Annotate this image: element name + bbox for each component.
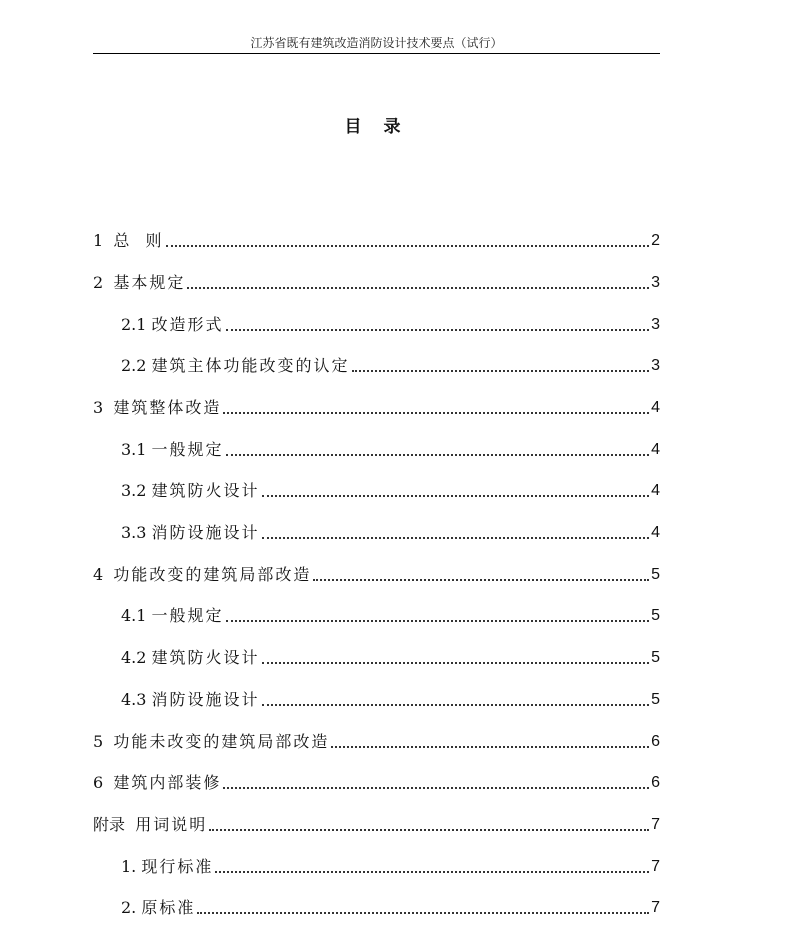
toc-entry-label: 建筑防火设计 — [151, 648, 260, 667]
toc-entry-label: 建筑内部装修 — [113, 773, 222, 792]
toc-entry-number: 3.1 — [121, 440, 152, 459]
dot-leader — [209, 829, 649, 831]
dot-leader — [262, 662, 650, 664]
dot-leader — [223, 412, 649, 414]
dot-leader — [262, 537, 650, 539]
toc-entry-page: 6 — [651, 733, 660, 750]
toc-entry-number: 2 — [93, 273, 114, 292]
toc-entry-page: 2 — [651, 232, 660, 249]
toc-entry-number: 1. — [121, 857, 142, 876]
toc-entry-appendix[interactable] — [93, 813, 660, 837]
toc-entry-label: 功能未改变的建筑局部改造 — [113, 732, 330, 751]
toc-entry-page: 3 — [651, 316, 660, 333]
toc-entry-3[interactable] — [93, 396, 660, 420]
dot-leader — [166, 245, 650, 247]
toc-entry-2-2[interactable] — [121, 354, 660, 378]
toc-entry-4-2[interactable] — [121, 646, 660, 670]
toc-entry-number: 3.3 — [121, 523, 152, 542]
toc-entry-label: 功能改变的建筑局部改造 — [113, 565, 312, 584]
toc-entry-page: 5 — [651, 649, 660, 666]
toc-entry-label: 建筑防火设计 — [151, 481, 260, 500]
toc-entry-page: 4 — [651, 441, 660, 458]
toc-entry-page: 3 — [651, 274, 660, 291]
toc-entry-4-3[interactable] — [121, 688, 660, 712]
toc-entry-page: 4 — [651, 524, 660, 541]
toc-entry-4-1[interactable] — [121, 604, 660, 628]
toc-entry-number: 附录 — [93, 815, 136, 834]
toc-entry-2[interactable] — [93, 271, 660, 295]
dot-leader — [226, 620, 650, 622]
toc-entry-3-1[interactable] — [121, 438, 660, 462]
toc-entry-1[interactable] — [93, 229, 660, 253]
toc-entry-appendix-1[interactable] — [121, 855, 660, 879]
toc-entry-number: 2.2 — [121, 356, 152, 375]
toc-entry-page: 5 — [651, 691, 660, 708]
toc-entry-number: 4.1 — [121, 606, 152, 625]
toc-entry-page: 7 — [651, 816, 660, 833]
toc-entry-label: 消防设施设计 — [151, 523, 260, 542]
toc-entry-number: 2. — [121, 898, 142, 917]
toc-entry-number: 2.1 — [121, 315, 152, 334]
toc-entry-label: 建筑整体改造 — [113, 398, 222, 417]
toc-entry-number: 3 — [93, 398, 114, 417]
toc-entry-page: 5 — [651, 607, 660, 624]
dot-leader — [187, 287, 649, 289]
toc-entry-page: 5 — [651, 566, 660, 583]
dot-leader — [331, 746, 649, 748]
toc-entry-3-3[interactable] — [121, 521, 660, 545]
toc-entry-label: 一般规定 — [151, 440, 224, 459]
page-title: 目 录 — [344, 117, 409, 137]
toc-entry-label: 改造形式 — [151, 315, 224, 334]
dot-leader — [262, 495, 650, 497]
toc-entry-number: 3.2 — [121, 481, 152, 500]
toc-entry-3-2[interactable] — [121, 479, 660, 503]
dot-leader — [352, 370, 650, 372]
toc-entry-page: 6 — [651, 774, 660, 791]
toc-entry-6[interactable] — [93, 771, 660, 795]
toc-entry-number: 1 — [93, 231, 114, 250]
dot-leader — [262, 704, 650, 706]
dot-leader — [313, 579, 649, 581]
dot-leader — [215, 871, 649, 873]
dot-leader — [226, 454, 650, 456]
toc-entry-number: 4.2 — [121, 648, 152, 667]
toc-entry-page: 7 — [651, 899, 660, 916]
toc-entry-label: 一般规定 — [151, 606, 224, 625]
toc-entry-page: 4 — [651, 399, 660, 416]
running-header: 江苏省既有建筑改造消防设计技术要点（试行） — [250, 36, 503, 50]
toc-entry-4[interactable] — [93, 563, 660, 587]
toc-entry-2-1[interactable] — [121, 313, 660, 337]
toc-entry-number: 5 — [93, 732, 114, 751]
toc-entry-appendix-2[interactable] — [121, 896, 660, 920]
toc-entry-number: 6 — [93, 773, 114, 792]
toc-entry-label: 基本规定 — [113, 273, 186, 292]
toc-entry-label: 建筑主体功能改变的认定 — [151, 356, 350, 375]
toc-entry-label: 总 则 — [113, 231, 164, 250]
toc-entry-label: 原标准 — [141, 898, 196, 917]
toc-entry-label: 现行标准 — [141, 857, 214, 876]
dot-leader — [223, 787, 649, 789]
toc-entry-page: 4 — [651, 482, 660, 499]
toc-entry-page: 3 — [651, 357, 660, 374]
toc-entry-5[interactable] — [93, 730, 660, 754]
toc-entry-page: 7 — [651, 858, 660, 875]
dot-leader — [226, 329, 650, 331]
toc-entry-number: 4 — [93, 565, 114, 584]
dot-leader — [197, 912, 649, 914]
toc-entry-number: 4.3 — [121, 690, 152, 709]
toc-entry-label: 消防设施设计 — [151, 690, 260, 709]
toc-entry-label: 用词说明 — [135, 815, 208, 834]
